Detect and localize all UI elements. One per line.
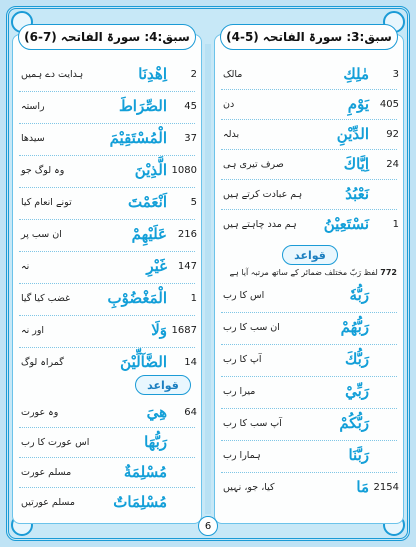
vocab-row bbox=[219, 179, 399, 209]
vocab-row bbox=[17, 397, 197, 427]
vocab-row bbox=[17, 219, 197, 249]
verse-count: 2 bbox=[190, 68, 197, 80]
vocab-row bbox=[17, 315, 197, 345]
arabic-word: الدِّيْنِ bbox=[336, 125, 369, 143]
lesson-3-column bbox=[214, 34, 404, 524]
lesson-3-header bbox=[220, 24, 398, 50]
urdu-meaning: ان سب پر bbox=[21, 228, 62, 240]
vocab-row bbox=[219, 344, 399, 374]
arabic-word: الَّذِيْنَ bbox=[134, 161, 167, 179]
urdu-meaning: وہ عورت bbox=[21, 406, 59, 418]
urdu-meaning: وہ لوگ جو bbox=[21, 164, 65, 176]
arabic-word: عَلَيْهِمْ bbox=[131, 225, 167, 243]
urdu-meaning: دن bbox=[223, 98, 235, 110]
vocab-row bbox=[219, 280, 399, 310]
arabic-word: اَنْعَمْتَ bbox=[128, 193, 167, 211]
lesson-4-column bbox=[12, 34, 202, 524]
arabic-word: يَوْمِ bbox=[347, 95, 369, 113]
vocab-row bbox=[219, 89, 399, 119]
arabic-word: نَعْبُدُ bbox=[345, 185, 369, 203]
vocab-row bbox=[219, 472, 399, 502]
urdu-meaning: بدلہ bbox=[223, 128, 240, 140]
arabic-word: رَبُّهُمْ bbox=[340, 318, 369, 336]
urdu-meaning: آپ سب کا رب bbox=[223, 417, 282, 429]
vocab-row bbox=[219, 119, 399, 149]
urdu-meaning: اور نہ bbox=[21, 324, 45, 336]
verse-count: 1080 bbox=[171, 164, 197, 176]
vocab-row bbox=[17, 155, 197, 185]
verse-count: 1 bbox=[392, 218, 399, 230]
urdu-meaning: مسلم عورتیں bbox=[21, 496, 75, 508]
qawaid-badge: قواعد bbox=[135, 375, 191, 395]
lesson-4-header bbox=[18, 24, 196, 50]
arabic-word: رَبِّيْ bbox=[345, 382, 369, 400]
vocab-row bbox=[219, 149, 399, 179]
vocab-row bbox=[17, 347, 197, 377]
urdu-meaning: ہم مدد چاہتے ہیں bbox=[223, 218, 297, 230]
qawaid-note: 772 لفظ رَبّ مختلف ضمائر کے ساتھ مرتبہ آیا ہے bbox=[229, 268, 397, 277]
verse-count: 37 bbox=[184, 132, 197, 144]
arabic-word: رَبَّنَا bbox=[348, 446, 369, 464]
vocab-row bbox=[17, 487, 197, 517]
arabic-word: مٰلِكِ bbox=[343, 65, 369, 83]
vocab-row bbox=[219, 59, 399, 89]
vocab-row bbox=[219, 312, 399, 342]
urdu-meaning: کیا، جو، نہیں bbox=[223, 481, 275, 493]
arabic-word: الصِّرَاطَ bbox=[118, 97, 167, 115]
arabic-word: وَلَا bbox=[151, 321, 167, 339]
urdu-meaning: صرف تیری ہی bbox=[223, 158, 284, 170]
arabic-word: مُسْلِمَةٌ bbox=[123, 463, 167, 481]
vocab-row bbox=[17, 251, 197, 281]
verse-count: 14 bbox=[184, 356, 197, 368]
page-number: 6 bbox=[198, 516, 218, 536]
urdu-meaning: اس کا رب bbox=[223, 289, 265, 301]
note-count: 772 bbox=[380, 268, 397, 277]
arabic-word: رَبُّكُمْ bbox=[339, 414, 369, 432]
arabic-word: غَيْرِ bbox=[146, 257, 167, 275]
vocab-row bbox=[17, 457, 197, 487]
arabic-word: مَا bbox=[356, 478, 369, 496]
vocab-row bbox=[17, 427, 197, 457]
urdu-meaning: مالک bbox=[223, 68, 243, 80]
urdu-meaning: راستہ bbox=[21, 100, 45, 112]
verse-count: 147 bbox=[177, 260, 197, 272]
vocab-row bbox=[17, 187, 197, 217]
urdu-meaning: مسلم عورت bbox=[21, 466, 72, 478]
vocab-row bbox=[17, 123, 197, 153]
vocab-row bbox=[219, 408, 399, 438]
verse-count: 1687 bbox=[171, 324, 197, 336]
verse-count: 45 bbox=[184, 100, 197, 112]
arabic-word: الضَّآلِّيْنَ bbox=[120, 353, 167, 371]
urdu-meaning: ہدایت دے ہمیں bbox=[21, 68, 84, 80]
arabic-word: الْمَغْضُوْبِ bbox=[107, 289, 167, 307]
urdu-meaning: ان سب کا رب bbox=[223, 321, 280, 333]
lesson-4-range: (6-7) bbox=[24, 30, 57, 44]
urdu-meaning: غضب کیا گیا bbox=[21, 292, 71, 304]
verse-count: 92 bbox=[386, 128, 399, 140]
vocab-row bbox=[17, 59, 197, 89]
vocab-row bbox=[219, 376, 399, 406]
verse-count: 3 bbox=[392, 68, 399, 80]
verse-count: 24 bbox=[386, 158, 399, 170]
verse-count: 405 bbox=[379, 98, 399, 110]
lesson-3-range: (4-5) bbox=[226, 30, 259, 44]
vocab-row bbox=[17, 91, 197, 121]
arabic-word: الْمُسْتَقِيْمَ bbox=[109, 129, 167, 147]
urdu-meaning: تونے انعام کیا bbox=[21, 196, 72, 208]
arabic-word: رَبُّهَا bbox=[144, 433, 167, 451]
urdu-meaning: آپ کا رب bbox=[223, 353, 262, 365]
arabic-word: نَسْتَعِيْنُ bbox=[323, 215, 369, 233]
center-spine bbox=[205, 44, 211, 514]
arabic-word: مُسْلِمَاتٌ bbox=[113, 493, 167, 511]
verse-count: 64 bbox=[184, 406, 197, 418]
qawaid-badge: قواعد bbox=[282, 245, 338, 265]
urdu-meaning: ہم عبادت کرتے ہیں bbox=[223, 188, 303, 200]
arabic-word: اِيَّاكَ bbox=[343, 155, 369, 173]
arabic-word: رَبُّهٗ bbox=[349, 286, 369, 304]
vocab-row bbox=[219, 440, 399, 470]
urdu-meaning: گمراہ لوگ bbox=[21, 356, 64, 368]
verse-count: 2154 bbox=[373, 481, 399, 493]
lesson-3-title: سبق:3: سورۃ الفاتحہ bbox=[262, 30, 392, 44]
verse-count: 5 bbox=[190, 196, 197, 208]
vocab-row bbox=[219, 209, 399, 239]
arabic-word: هِيَ bbox=[146, 403, 167, 421]
urdu-meaning: اس عورت کا رب bbox=[21, 436, 90, 448]
arabic-word: رَبُّكَ bbox=[344, 350, 369, 368]
urdu-meaning: سیدھا bbox=[21, 132, 45, 144]
vocab-row bbox=[17, 283, 197, 313]
arabic-word: اِهْدِنَا bbox=[138, 65, 167, 83]
lesson-4-title: سبق:4: سورۃ الفاتحہ bbox=[60, 30, 190, 44]
urdu-meaning: نہ bbox=[21, 260, 30, 272]
urdu-meaning: ہمارا رب bbox=[223, 449, 261, 461]
verse-count: 1 bbox=[190, 292, 197, 304]
verse-count: 216 bbox=[177, 228, 197, 240]
urdu-meaning: میرا رب bbox=[223, 385, 256, 397]
